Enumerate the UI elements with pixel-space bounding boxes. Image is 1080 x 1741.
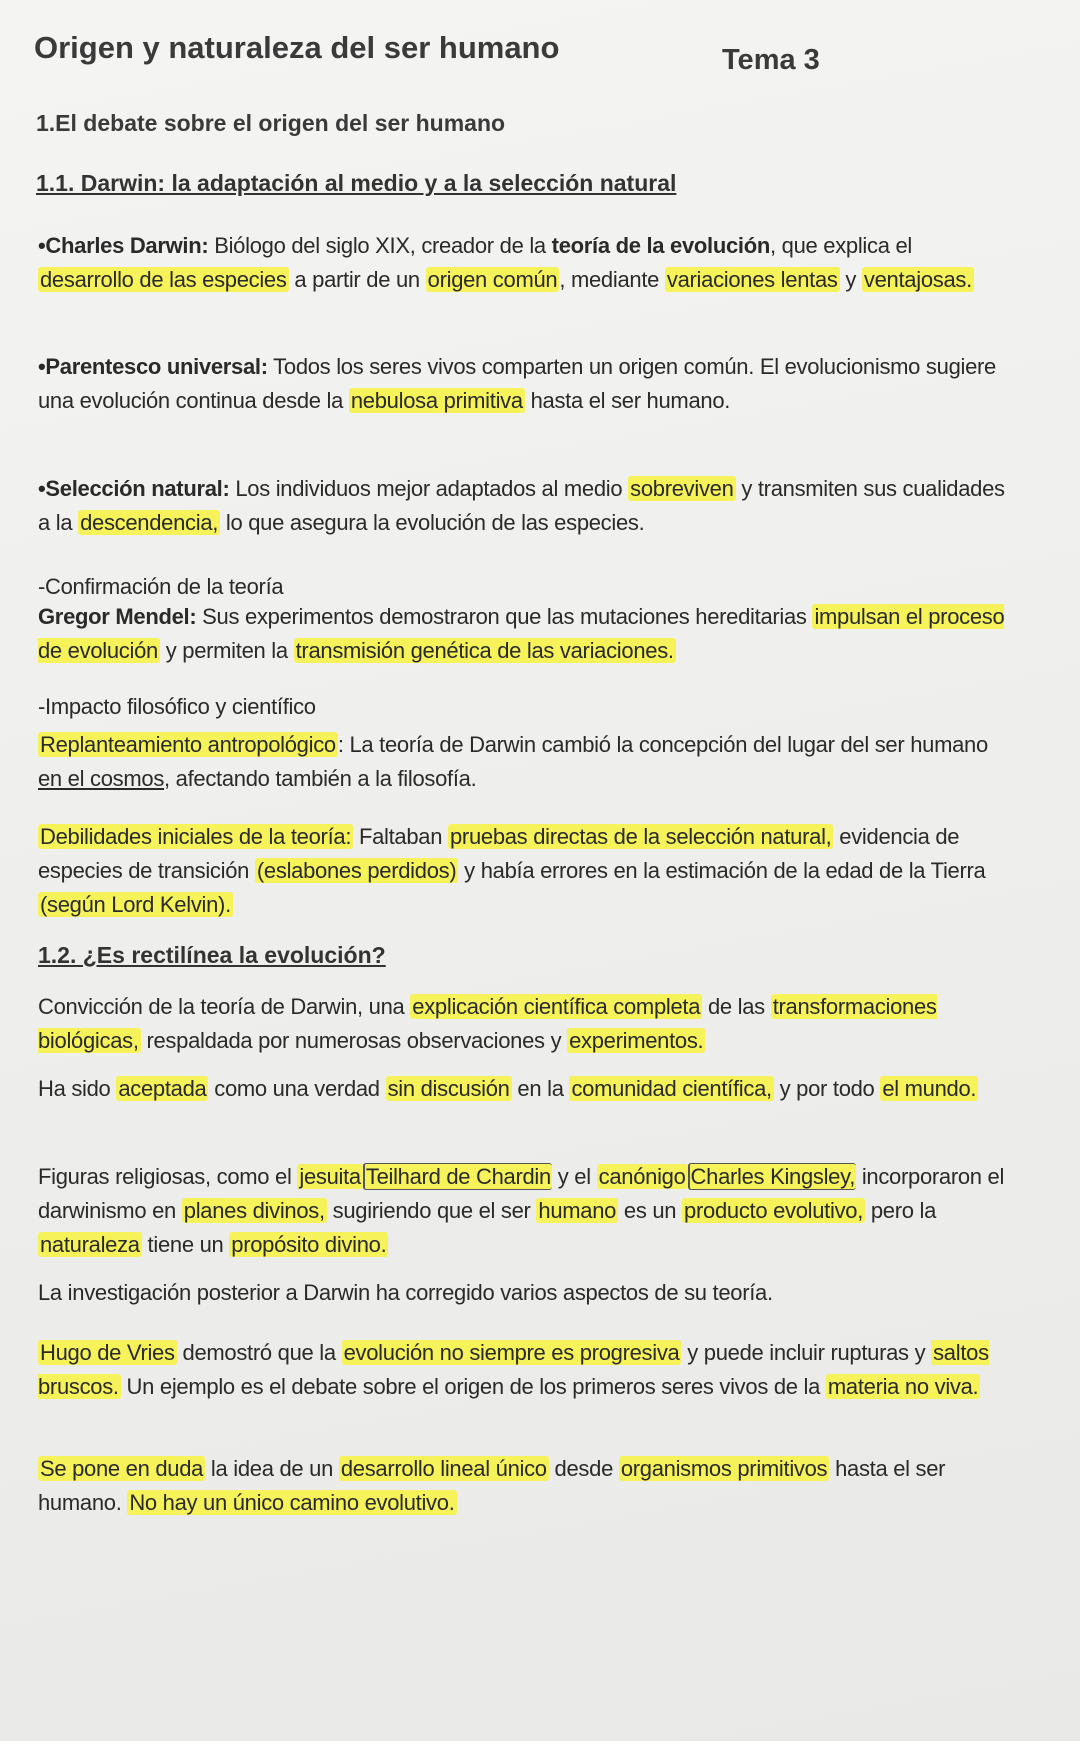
paragraph-mendel xyxy=(38,600,1013,668)
highlighted-text: materia no viva. xyxy=(827,1374,979,1399)
highlighted-text: planes divinos, xyxy=(183,1198,325,1223)
text-segment: , mediante xyxy=(559,267,665,292)
highlighted-text: Teilhard de Chardin xyxy=(363,1163,552,1190)
highlighted-text: naturaleza xyxy=(40,1232,140,1257)
paragraph-investigacion xyxy=(38,1276,1013,1310)
paragraph-conviccion xyxy=(38,990,1013,1058)
highlighted-text: transmisión genética de las variaciones. xyxy=(295,638,674,663)
highlighted-text: explicación científica completa xyxy=(412,994,701,1019)
text-segment: tiene un xyxy=(141,1232,230,1257)
highlighted-text: evolución no siempre es progresiva xyxy=(343,1340,680,1365)
text-segment: es un xyxy=(618,1198,683,1223)
bold-text: •Charles Darwin: xyxy=(38,233,209,258)
highlighted-text: pruebas directas de la selección natural, xyxy=(449,824,832,849)
text-segment: desde xyxy=(548,1456,619,1481)
highlighted-text: aceptada xyxy=(118,1076,207,1101)
text-segment: Un ejemplo es el debate sobre el origen de los primeros seres vivos de la xyxy=(120,1374,826,1399)
text-segment: y xyxy=(839,267,862,292)
highlighted-text: nebulosa primitiva xyxy=(350,388,523,413)
highlighted-text: producto evolutivo, xyxy=(684,1198,864,1223)
text-segment: y puede incluir rupturas y xyxy=(681,1340,932,1365)
text-segment: demostró que la xyxy=(176,1340,342,1365)
text-segment: evidencia de especies de transición xyxy=(38,824,960,883)
highlighted-text: No hay un único camino evolutivo. xyxy=(129,1490,455,1515)
document-title: Origen y naturaleza del ser humano xyxy=(34,30,560,65)
text-segment: hasta el ser humano. xyxy=(524,388,731,413)
highlighted-text: transformaciones biológicas, xyxy=(38,994,937,1053)
text-segment: y permiten la xyxy=(159,638,294,663)
text-segment: Ha sido xyxy=(38,1076,117,1101)
highlighted-text: desarrollo lineal único xyxy=(340,1456,547,1481)
text-segment: Convicción de la teoría de Darwin, una xyxy=(38,994,411,1019)
text-segment: y transmiten sus cualidades a la xyxy=(38,476,1005,535)
text-segment: a partir de un xyxy=(288,267,426,292)
paragraph-figuras xyxy=(38,1160,1013,1262)
subheading-confirmacion xyxy=(38,570,1013,604)
highlighted-text: Hugo de Vries xyxy=(40,1340,175,1365)
highlighted-text: organismos primitivos xyxy=(620,1456,828,1481)
text-segment: incorporaron el darwinismo en xyxy=(38,1164,1005,1223)
highlighted-text: Replanteamiento antropológico xyxy=(40,732,336,757)
section-heading-1-1: 1.1. Darwin: la adaptación al medio y a la selección natural xyxy=(36,170,677,196)
highlighted-text: Debilidades iniciales de la teoría: xyxy=(40,824,352,849)
highlighted-text: sobreviven xyxy=(630,476,734,501)
bold-text: •Parentesco universal: xyxy=(38,354,268,379)
highlighted-text: humano xyxy=(538,1198,617,1223)
text-segment: -Impacto filosófico y científico xyxy=(38,694,316,719)
section-heading-1: 1.El debate sobre el origen del ser humano xyxy=(36,110,506,136)
paragraph-debilidades xyxy=(38,820,1013,922)
text-segment: la idea de un xyxy=(205,1456,339,1481)
highlighted-text: canónigo xyxy=(598,1164,686,1189)
highlighted-text: propósito divino. xyxy=(231,1232,387,1257)
text-segment: respaldada por numerosas observaciones y xyxy=(140,1028,568,1053)
text-segment: como una verdad xyxy=(208,1076,386,1101)
highlighted-text: Se pone en duda xyxy=(40,1456,204,1481)
highlighted-text: saltos bruscos. xyxy=(38,1340,989,1399)
highlighted-text: descendencia, xyxy=(80,510,219,535)
text-segment: y había errores en la estimación de la edad de la Tierra xyxy=(458,858,986,883)
text-segment: La investigación posterior a Darwin ha corregido varios aspectos de su teoría. xyxy=(38,1280,773,1305)
text-segment: y por todo xyxy=(773,1076,881,1101)
highlighted-text: ventajosas. xyxy=(863,267,972,292)
highlighted-text: variaciones lentas xyxy=(666,267,838,292)
text-segment: : La teoría de Darwin cambió la concepción del lugar del ser humano xyxy=(337,732,988,757)
highlighted-text: el mundo. xyxy=(882,1076,977,1101)
section-heading-1-2: 1.2. ¿Es rectilínea la evolución? xyxy=(38,942,386,968)
text-segment: Faltaban xyxy=(353,824,448,849)
highlighted-text: (según Lord Kelvin). xyxy=(40,892,231,917)
text-segment: hasta el ser humano. xyxy=(38,1456,946,1515)
text-segment: en el cosmos xyxy=(38,766,165,791)
bold-text: teoría de la evolución xyxy=(551,233,771,258)
text-segment: y el xyxy=(551,1164,597,1189)
paragraph-replanteamiento xyxy=(38,728,1013,796)
highlighted-text: impulsan el proceso de evolución xyxy=(38,604,1005,663)
text-segment: de las xyxy=(702,994,771,1019)
text-segment: Los individuos mejor adaptados al medio xyxy=(229,476,629,501)
bold-text: •Selección natural: xyxy=(38,476,230,501)
text-segment: pero la xyxy=(865,1198,937,1223)
paragraph-duda xyxy=(38,1452,1013,1520)
text-segment: Sus experimentos demostraron que las mutaciones hereditarias xyxy=(196,604,813,629)
text-segment: lo que asegura la evolución de las especies. xyxy=(220,510,645,535)
text-segment: sugiriendo que el ser xyxy=(326,1198,537,1223)
highlighted-text: comunidad científica, xyxy=(571,1076,772,1101)
subheading-impacto xyxy=(38,690,1013,724)
paragraph-aceptada xyxy=(38,1072,1013,1106)
text-segment: , que explica el xyxy=(770,233,912,258)
text-segment: Biólogo del siglo XIX, creador de la xyxy=(208,233,552,258)
paragraph-devries xyxy=(38,1336,1013,1404)
paragraph-seleccion xyxy=(38,472,1013,540)
text-segment: Figuras religiosas, como el xyxy=(38,1164,298,1189)
text-segment: -Confirmación de la teoría xyxy=(38,574,284,599)
highlighted-text: jesuita xyxy=(299,1164,361,1189)
highlighted-text: desarrollo de las especies xyxy=(40,267,287,292)
bold-text: Gregor Mendel: xyxy=(38,604,197,629)
text-segment: Todos los seres vivos comparten un origen común. El evolucionismo sugiere una evolución continua desde la xyxy=(38,354,996,413)
topic-number: Tema 3 xyxy=(722,44,820,76)
highlighted-text: sin discusión xyxy=(387,1076,510,1101)
highlighted-text: Charles Kingsley, xyxy=(688,1163,856,1190)
highlighted-text: experimentos. xyxy=(569,1028,704,1053)
paragraph-darwin xyxy=(38,229,1013,297)
text-segment: en la xyxy=(511,1076,570,1101)
paragraph-parentesco xyxy=(38,350,1013,418)
highlighted-text: origen común xyxy=(427,267,558,292)
text-segment: , afectando también a la filosofía. xyxy=(164,766,477,791)
highlighted-text: (eslabones perdidos) xyxy=(256,858,457,883)
